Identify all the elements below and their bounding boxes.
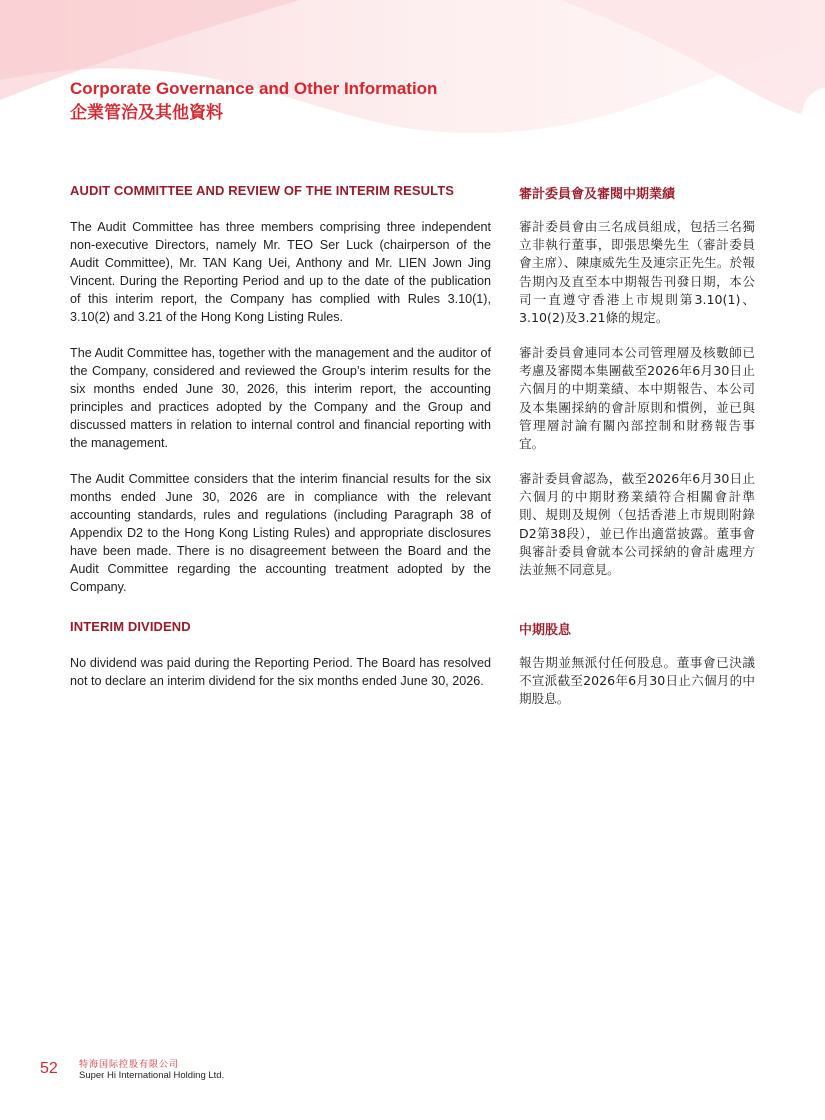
audit-zh-paragraph-3: 審計委員會認為，截至2026年6月30日止六個月的中期財務業績符合相關會計準則、規則及規例（包括香港上市規則附錄D2第38段），並已作出適當披露。董事會與審計委員會就本公司採納的會計處理方法並無不同意見。 bbox=[519, 471, 755, 578]
dividend-en-paragraph: No dividend was paid during the Reporting Period. The Board has resolved not to declare an interim dividend for the six months ended June 30, 2026. bbox=[70, 656, 491, 688]
page-header bbox=[70, 78, 437, 126]
page-title-zh: 企業管治及其他資料 bbox=[70, 103, 223, 123]
dividend-zh-paragraph: 報告期並無派付任何股息。董事會已決議不宣派截至2026年6月30日止六個月的中期股息。 bbox=[519, 655, 755, 707]
audit-heading-zh: 審計委員會及審閱中期業績 bbox=[519, 187, 676, 202]
audit-heading-en: AUDIT COMMITTEE AND REVIEW OF THE INTERIM RESULTS bbox=[70, 183, 455, 198]
page-title-en: Corporate Governance and Other Information bbox=[70, 79, 438, 98]
company-name-en: Super Hi International Holding Ltd. bbox=[79, 1070, 225, 1081]
dividend-heading-zh: 中期股息 bbox=[519, 623, 572, 638]
dividend-heading-en: INTERIM DIVIDEND bbox=[70, 619, 191, 634]
audit-en-paragraph-2: The Audit Committee has, together with the management and the auditor of the Company, considered and reviewed the Group’s interim results for the six months ended June 30, 2026, this interim report, the accounting principles and practices adopted by the Company and the Group and discussed matters in relation to internal control and financial reporting with the management. bbox=[70, 346, 491, 450]
audit-zh-paragraph-1: 審計委員會由三名成員組成，包括三名獨立非執行董事，即張思樂先生（審計委員會主席）、陳康威先生及連宗正先生。於報告期內及直至本中期報告刊發日期，本公司一直遵守香港上市規則第3.10(1)、3.10(2)及3.21條的規定。 bbox=[519, 219, 755, 326]
audit-zh-paragraph-2: 審計委員會連同本公司管理層及核數師已考慮及審閱本集團截至2026年6月30日止六個月的中期業績、本中期報告、本公司及本集團採納的會計原則和慣例，並已與管理層討論有關內部控制和財務報告事宜。 bbox=[519, 345, 755, 452]
audit-en-paragraph-3: The Audit Committee considers that the interim financial results for the six months ended June 30, 2026 are in compliance with the relevant accounting standards, rules and regulations (including Paragraph 38 of Appendix D2 to the Hong Kong Listing Rules) and appropriate disclosures have been made. There is no disagreement between the Board and the Audit Committee regarding the accounting treatment adopted by the Company. bbox=[70, 472, 491, 594]
audit-en-paragraph-1: The Audit Committee has three members comprising three independent non-executive Directors, namely Mr. TEO Ser Luck (chairperson of the Audit Committee), Mr. TAN Kang Uei, Anthony and Mr. LIEN Jown Jing Vincent. During the Reporting Period and up to the date of the publication of this interim report, the Company has complied with Rules 3.10(1), 3.10(2) and 3.21 of the Hong Kong Listing Rules. bbox=[70, 220, 491, 324]
page-number: 52 bbox=[40, 1060, 58, 1077]
company-name-zh: 特海国际控股有限公司 bbox=[79, 1060, 180, 1070]
